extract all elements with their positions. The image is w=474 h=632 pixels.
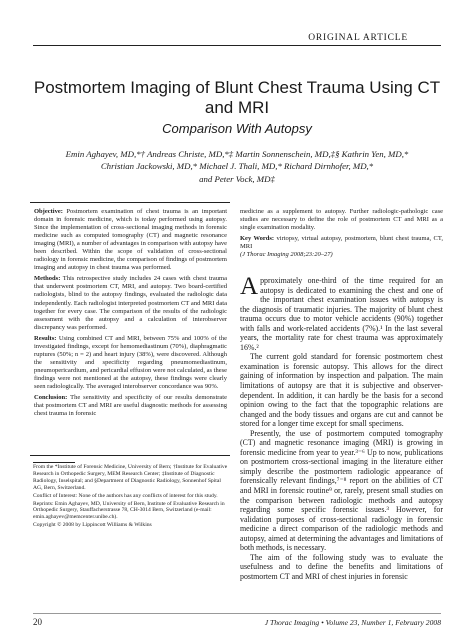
drop-cap: A	[240, 273, 259, 300]
section-header: ORIGINAL ARTICLE	[308, 33, 408, 43]
author-line: and Peter Vock, MD‡	[199, 173, 275, 184]
keywords-text: virtopsy, virtual autopsy, postmortem, blunt chest trauma, CT, MRI	[240, 235, 443, 251]
methods-label: Methods:	[34, 275, 61, 283]
results-label: Results:	[34, 334, 57, 342]
conclusion-text: The sensitivity and specificity of our results demonstrate that postmortem CT and MRI are useful diagnostic methods for assessing chest trauma in forensic	[34, 394, 227, 418]
footnote-affiliations: From the *Institute of Forensic Medicine, University of Bern; †Institute for Evaluative Research in Orthopedic Surgery, MEM Research Center; ‡Institute of Diagnostic Radiology, Inselspital; and §Department of Diagnostic Radiology, Sonnenhof Spital AG, Bern, Switzerland.	[33, 464, 228, 491]
abstract-continued-block	[240, 208, 443, 254]
footnote-copyright: Copyright © 2008 by Lippincott Williams & Wilkins	[33, 522, 152, 529]
results-text: Using combined CT and MRI, between 75% and 100% of the investigated findings, except for hemomediastinum (70%), diaphragmatic ruptures (50%; n = 2) and heart injury (38%), were discovered. Although the sensitivity and specificity regarding pneumomediastinum, pneumopericardium, and pericardial effusion were not calculated, as these findings were not mentioned at the autopsy, these findings were clearly seen radiologically. The averaged interobserver concordance was 90%.	[34, 334, 228, 390]
abstract	[34, 208, 227, 421]
page-number: 20	[33, 617, 42, 627]
keywords	[240, 235, 443, 251]
footnote-reprints: Reprints: Emin Aghayev, MD, University of Bern, Institute of Evaluative Research in Orthopedic Surgery, Stauffacherstrasse 78, CH-3014 Bern, Switzerland (e-mail: emin.aghayev@memcenter.unibe.ch).	[33, 500, 225, 521]
abstract-conclusion	[34, 394, 227, 418]
author-list	[33, 148, 441, 185]
objective-label: Objective:	[34, 208, 63, 215]
journal-info: J Thorac Imaging • Volume 23, Number 1, February 2008	[264, 618, 441, 627]
body-paragraph: The aim of the following study was to evaluate the usefulness and to define the benefits and limitations of postmortem CT and MRI of chest injuries in forensic	[240, 552, 443, 581]
footer-rule	[33, 613, 441, 614]
body-paragraph	[240, 273, 443, 352]
abstract-continued: medicine as a supplement to autopsy. Further radiologic-pathologic case studies are necessary to define the role of postmortem CT and MRI as a single examination modality.	[240, 208, 443, 232]
footnote-rule	[33, 462, 75, 463]
body-text	[240, 273, 443, 582]
paragraph-text: pproximately one-third of the time required for an autopsy is dedicated to examining the chest and one of the important chest examination issues with autopsy is the diagnosis of traumatic injuries. The majority of blunt chest trauma occurs due to motor vehicle accidents (90%) together with falls and work-related accidents (7%).¹ In the last several years, the mortality rate for chest trauma was approximately 16%.²	[240, 276, 443, 352]
body-paragraph: The current gold standard for forensic postmortem chest examination is forensic autopsy. This allows for the direct gaining of information by inspection and palpation. The main limitations of autopsy are that it is subjective and observer-dependent. In addition, it can hardly be the basis for a second opinion owing to the fact that the topographic relations are changed and the body tissues and organs are cut and cannot be stored for a longer time except for small specimens.	[240, 352, 443, 429]
objective-text: Postmortem examination of chest trauma is an important domain in forensic medicine, which is today performed using autopsy. Since the implementation of cross-sectional imaging methods in forensic medicine such as computed tomography (CT) and magnetic resonance imaging (MRI), a number of advantages in comparison with autopsy have been described. Within the scope of validation of cross-sectional radiology in forensic medicine, the comparison of findings of postmortem imaging and autopsy in chest trauma was performed.	[34, 208, 227, 272]
header-rule	[33, 45, 441, 46]
journal-citation: (J Thorac Imaging 2008;23:20–27)	[240, 251, 333, 258]
article-subtitle: Comparison With Autopsy	[162, 121, 312, 136]
methods-text: This retrospective study includes 24 cases with chest trauma that underwent postmortem CT, MRI, and autopsy. Two board-certified radiologists, blind to the autopsy findings, evaluated the radiologic data independently. Each radiologist interpreted postmortem CT and MRI data together for every case. The comparison of the results of the radiologic assessment with the autopsy and a calculation of interobserver discrepancy was performed.	[34, 275, 227, 331]
body-paragraph: Presently, the use of postmortem computed tomography (CT) and magnetic resonance imaging (MRI) is growing in forensic medicine from year to year.³⁻⁶ Up to now, publications on postmortem cross-sectional imaging in the literature either simply describe the postmortem radiologic appearance of forensically relevant findings,⁷⁻⁸ report on the abilities of CT and MRI in forensic routine⁹ or, rarely, present small studies on the comparison between radiologic methods and autopsy regarding some specific forensic issues.³ However, for validation purposes of cross-sectional radiology in forensic medicine a direct comparison of the radiologic methods and autopsy, aimed at determining the advantages and limitations of both methods, is necessary.	[240, 428, 443, 553]
abstract-results	[34, 335, 227, 391]
footnotes	[33, 464, 229, 530]
author-line: Emin Aghayev, MD,*† Andreas Christe, MD,*‡ Martin Sonnenschein, MD,‡§ Kathrin Yen, MD,*	[65, 149, 409, 159]
author-line: Christian Jackowski, MD,* Michael J. Thali, MD,* Richard Dirnhofer, MD,*	[100, 161, 374, 172]
article-title: Postmortem Imaging of Blunt Chest Trauma Using CT and MRI	[33, 78, 441, 117]
footnote-conflict: Conflict of Interest: None of the authors has any conflicts of interest for this study.	[33, 492, 218, 499]
abstract-methods	[34, 275, 227, 331]
keywords-label: Key Words:	[240, 235, 275, 243]
conclusion-label: Conclusion:	[34, 394, 68, 402]
abstract-objective	[34, 208, 227, 272]
